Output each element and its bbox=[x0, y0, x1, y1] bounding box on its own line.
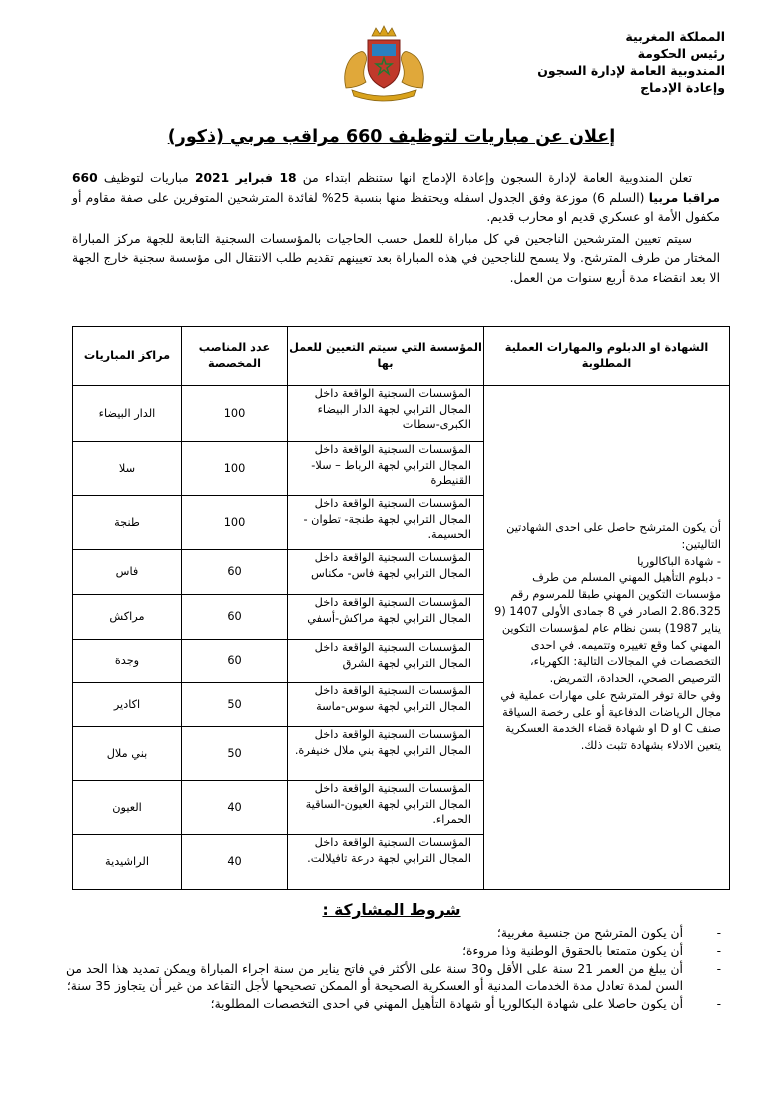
table-row bbox=[73, 386, 730, 442]
list-item: - أن يكون متمتعا بالحقوق الوطنية وذا مروءة؛ bbox=[462, 944, 721, 958]
institution-cell: المؤسسات السجنية الواقعة داخل المجال الترابي لجهة بني ملال خنيفرة. bbox=[288, 727, 484, 781]
center-cell: مراكش bbox=[73, 595, 182, 640]
institution-cell: المؤسسات السجنية الواقعة داخل المجال الترابي لجهة الشرق bbox=[288, 640, 484, 683]
header-government: رئيس الحكومة bbox=[637, 46, 725, 61]
center-cell: سلا bbox=[73, 442, 182, 496]
posts-table bbox=[72, 326, 730, 890]
posts-cell: 100 bbox=[182, 496, 288, 550]
list-item: - أن يكون حاصلا على شهادة البكالوريا أو شهادة التأهيل المهني في احدى التخصصات المطلوبة؛ bbox=[210, 997, 721, 1011]
header-reintegration: وإعادة الإدماج bbox=[640, 80, 725, 95]
posts-cell: 60 bbox=[182, 550, 288, 595]
header-qualification: الشهادة او الدبلوم والمهارات العملية المطلوبة bbox=[484, 327, 730, 386]
header-institution: المؤسسة التي سيتم التعيين للعمل بها bbox=[288, 327, 484, 386]
conditions-list bbox=[66, 925, 721, 1014]
posts-cell: 40 bbox=[182, 781, 288, 835]
posts-cell: 100 bbox=[182, 386, 288, 442]
header-posts: عدد المناصب المخصصة bbox=[182, 327, 288, 386]
header-delegation: المندوبية العامة لإدارة السجون bbox=[537, 63, 725, 78]
center-cell: طنجة bbox=[73, 496, 182, 550]
header-center: مراكز المباريات bbox=[73, 327, 182, 386]
conditions-title: شروط المشاركة : bbox=[322, 901, 461, 919]
posts-cell: 50 bbox=[182, 683, 288, 727]
list-item: - أن يبلغ من العمر 21 سنة على الأقل و30 سنة على الأكثر في فاتح يناير من سنة اجراء المباراة ويمكن تمديد هذا الحد من السن لمدة تعادل مدة الخدمات المدنية أو العسكرية الصحيحة أو الممكن تصحيحها لأجل التقاعد من غير أن يتجاوز 35 سنة؛ bbox=[66, 962, 721, 993]
center-cell: الراشيدية bbox=[73, 835, 182, 890]
center-cell: اكادير bbox=[73, 683, 182, 727]
posts-cell: 60 bbox=[182, 640, 288, 683]
posts-cell: 60 bbox=[182, 595, 288, 640]
center-cell: فاس bbox=[73, 550, 182, 595]
posts-cell: 100 bbox=[182, 442, 288, 496]
institution-cell: المؤسسات السجنية الواقعة داخل المجال الترابي لجهة مراكش-أسفي bbox=[288, 595, 484, 640]
institution-cell: المؤسسات السجنية الواقعة داخل المجال الترابي لجهة العيون-الساقية الحمراء. bbox=[288, 781, 484, 835]
institution-cell: المؤسسات السجنية الواقعة داخل المجال الترابي لجهة الرباط – سلا- القنيطرة bbox=[288, 442, 484, 496]
page-title: إعلان عن مباريات لتوظيف 660 مراقب مربي (ذكور) bbox=[167, 127, 616, 147]
intro-text bbox=[72, 169, 720, 288]
posts-count: 660 مراقبا مربيا bbox=[72, 171, 720, 205]
center-cell: وجدة bbox=[73, 640, 182, 683]
list-item: - أن يكون المترشح من جنسية مغربية؛ bbox=[496, 926, 721, 940]
intro-paragraph-1: تعلن المندوبية العامة لإدارة السجون وإعادة الإدماج انها ستنظم ابتداء من 18 فبراير 2021 مباريات لتوظيف 660 مراقبا مربيا (السلم 6) موزعة وفق الجدول اسفله ويحتفظ منها بنسبة 25% لفائدة المترشحين المتوفرين على صفة مقاوم أو مكفول الأمة او عسكري قديم او محارب قديم. bbox=[72, 171, 720, 224]
posts-cell: 40 bbox=[182, 835, 288, 890]
institution-cell: المؤسسات السجنية الواقعة داخل المجال الترابي لجهة سوس-ماسة bbox=[288, 683, 484, 727]
table-header-row bbox=[73, 327, 730, 386]
header-kingdom: المملكة المغربية bbox=[625, 29, 725, 44]
intro-paragraph-2: سيتم تعيين المترشحين الناجحين في كل مباراة للعمل حسب الحاجيات بالمؤسسات السجنية التابعة للجهة مركز المباراة المختار من طرف المترشح. ولا يسمح للناجحين في هذه المباراة بعد تعيينهم تقديم طلب الانتقال الى مؤسسة سجنية خارج الجهة الا بعد انقضاء مدة أربع سنوات من العمل. bbox=[72, 231, 720, 285]
center-cell: الدار البيضاء bbox=[73, 386, 182, 442]
qualification-cell: أن يكون المترشح حاصل على احدى الشهادتين التاليتين: - شهادة الباكالوريا - دبلوم التأهيل المهني المسلم من طرف مؤسسات التكوين المهني طبقا للمرسوم رقم 2.86.325 الصادر في 8 جمادى الأولى 1407 (9 يناير 1987) بسن نظام عام لمؤسسات التكوين المهني كما وقع تغييره وتتميمه. في احدى التخصصات في المجالات التالية: الكهرباء، الترصيص الصحي، الحدادة، التمريض. وفي حالة توفر المترشح على مهارات عملية في مجال الرياضات الدفاعية أو على رخصة السياقة صنف C او D او شهادة قضاء الخدمة العسكرية يتعين الادلاء بشهادة تثبت ذلك. bbox=[484, 386, 730, 890]
institution-cell: المؤسسات السجنية الواقعة داخل المجال الترابي لجهة درعة تافيلالت. bbox=[288, 835, 484, 890]
posts-cell: 50 bbox=[182, 727, 288, 781]
moroccan-coat-of-arms-emblem bbox=[338, 22, 430, 102]
center-cell: العيون bbox=[73, 781, 182, 835]
institution-cell: المؤسسات السجنية الواقعة داخل المجال الترابي لجهة الدار البيضاء الكبرى-سطات bbox=[288, 386, 484, 442]
ministry-header bbox=[465, 28, 725, 96]
center-cell: بني ملال bbox=[73, 727, 182, 781]
competition-date: 18 فبراير 2021 bbox=[194, 171, 297, 185]
institution-cell: المؤسسات السجنية الواقعة داخل المجال الترابي لجهة فاس- مكناس bbox=[288, 550, 484, 595]
institution-cell: المؤسسات السجنية الواقعة داخل المجال الترابي لجهة طنجة- تطوان - الحسيمة. bbox=[288, 496, 484, 550]
